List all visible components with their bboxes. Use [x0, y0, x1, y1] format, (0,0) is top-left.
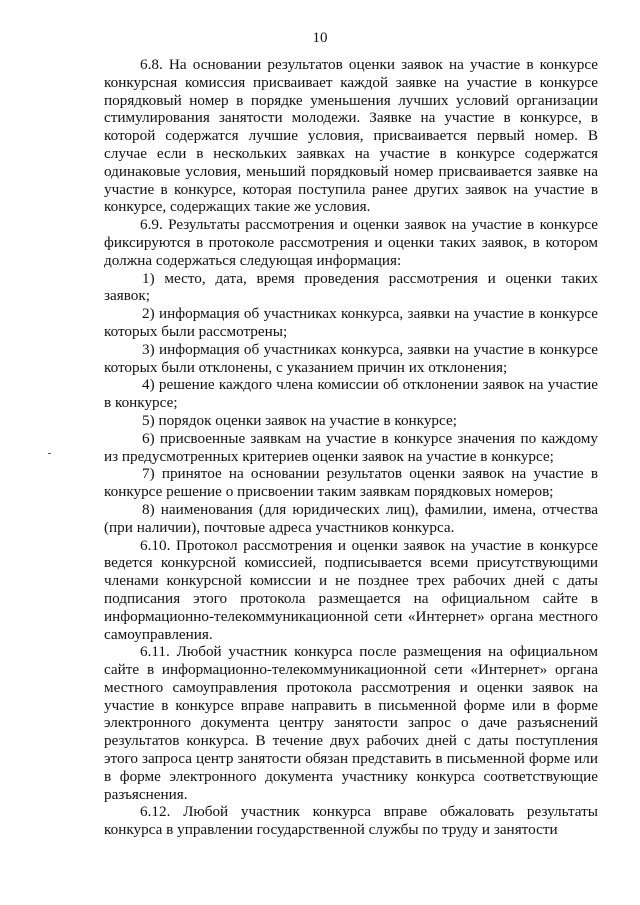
list-item-2: 2) информация об участниках конкурса, заявки на участие в конкурсе которых были рассмотрены; [104, 305, 598, 340]
paragraph-6-10: 6.10. Протокол рассмотрения и оценки заявок на участие в конкурсе ведется конкурсной комиссией, подписывается всеми присутствующими членами конкурсной комиссии и не позднее трех рабочих дней с даты подписания этого протокола размещается на официальном сайте в информационно-телекоммуникационной сети «Интернет» органа местного самоуправления. [104, 536, 598, 643]
list-item-3: 3) информация об участниках конкурса, заявки на участие в конкурсе которых были отклонены, с указанием причин их отклонения; [104, 340, 598, 376]
list-item-5: 5) порядок оценки заявок на участие в конкурсе; [142, 411, 457, 429]
list-item-8: 8) наименования (для юридических лиц), фамилии, имена, отчества (при наличии), почтовые адреса участников конкурса. [104, 500, 598, 536]
margin-mark [48, 453, 51, 454]
document-body [104, 56, 598, 839]
list-item-4: 4) решение каждого члена комиссии об отклонении заявок на участие в конкурсе; [104, 376, 598, 412]
paragraph-6-12: 6.12. Любой участник конкурса вправе обжаловать результаты конкурса в управлении государственной службы по труду и занятости [104, 803, 598, 839]
list-item-6: 6) присвоенные заявкам на участие в конкурсе значения по каждому из предусмотренных критериев оценки заявок на участие в конкурсе; [104, 429, 598, 465]
paragraph-6-8: 6.8. На основании результатов оценки заявок на участие в конкурсе конкурсная комиссия присваивает каждой заявке на участие в конкурсе порядковый номер в порядке уменьшения лучших условий организации стимулирования занятости молодежи. Заявке на участие в конкурсе, в которой содержатся лучшие условия, присваивается первый номер. В случае если в нескольких заявках на участие в конкурсе содержатся одинаковые условия, меньший порядковый номер присваивается заявке на участие в конкурсе, которая поступила ранее других заявок на участие в конкурсе, содержащих такие же условия. [104, 56, 598, 216]
paragraph-6-11: 6.11. Любой участник конкурса после размещения на официальном сайте в информационно-телекоммуникационной сети «Интернет» органа местного самоуправления протокола рассмотрения и оценки заявок на участие в конкурсе вправе направить в письменной форме или в форме электронного документа центру занятости запрос о даче разъяснений результатов конкурса. В течение двух рабочих дней с даты поступления этого запроса центр занятости обязан представить в письменной форме или в форме электронного документа участнику конкурса соответствующие разъяснения. [104, 643, 598, 803]
list-item-1: 1) место, дата, время проведения рассмотрения и оценки таких заявок; [104, 269, 598, 305]
paragraph-6-9: 6.9. Результаты рассмотрения и оценки заявок на участие в конкурсе фиксируются в протоколе рассмотрения и оценки таких заявок, в котором должна содержаться следующая информация: [104, 216, 598, 269]
page-number: 10 [312, 30, 328, 46]
list-item-7: 7) принятое на основании результатов оценки заявок на участие в конкурсе решение о присвоении таким заявкам порядковых номеров; [104, 465, 598, 501]
